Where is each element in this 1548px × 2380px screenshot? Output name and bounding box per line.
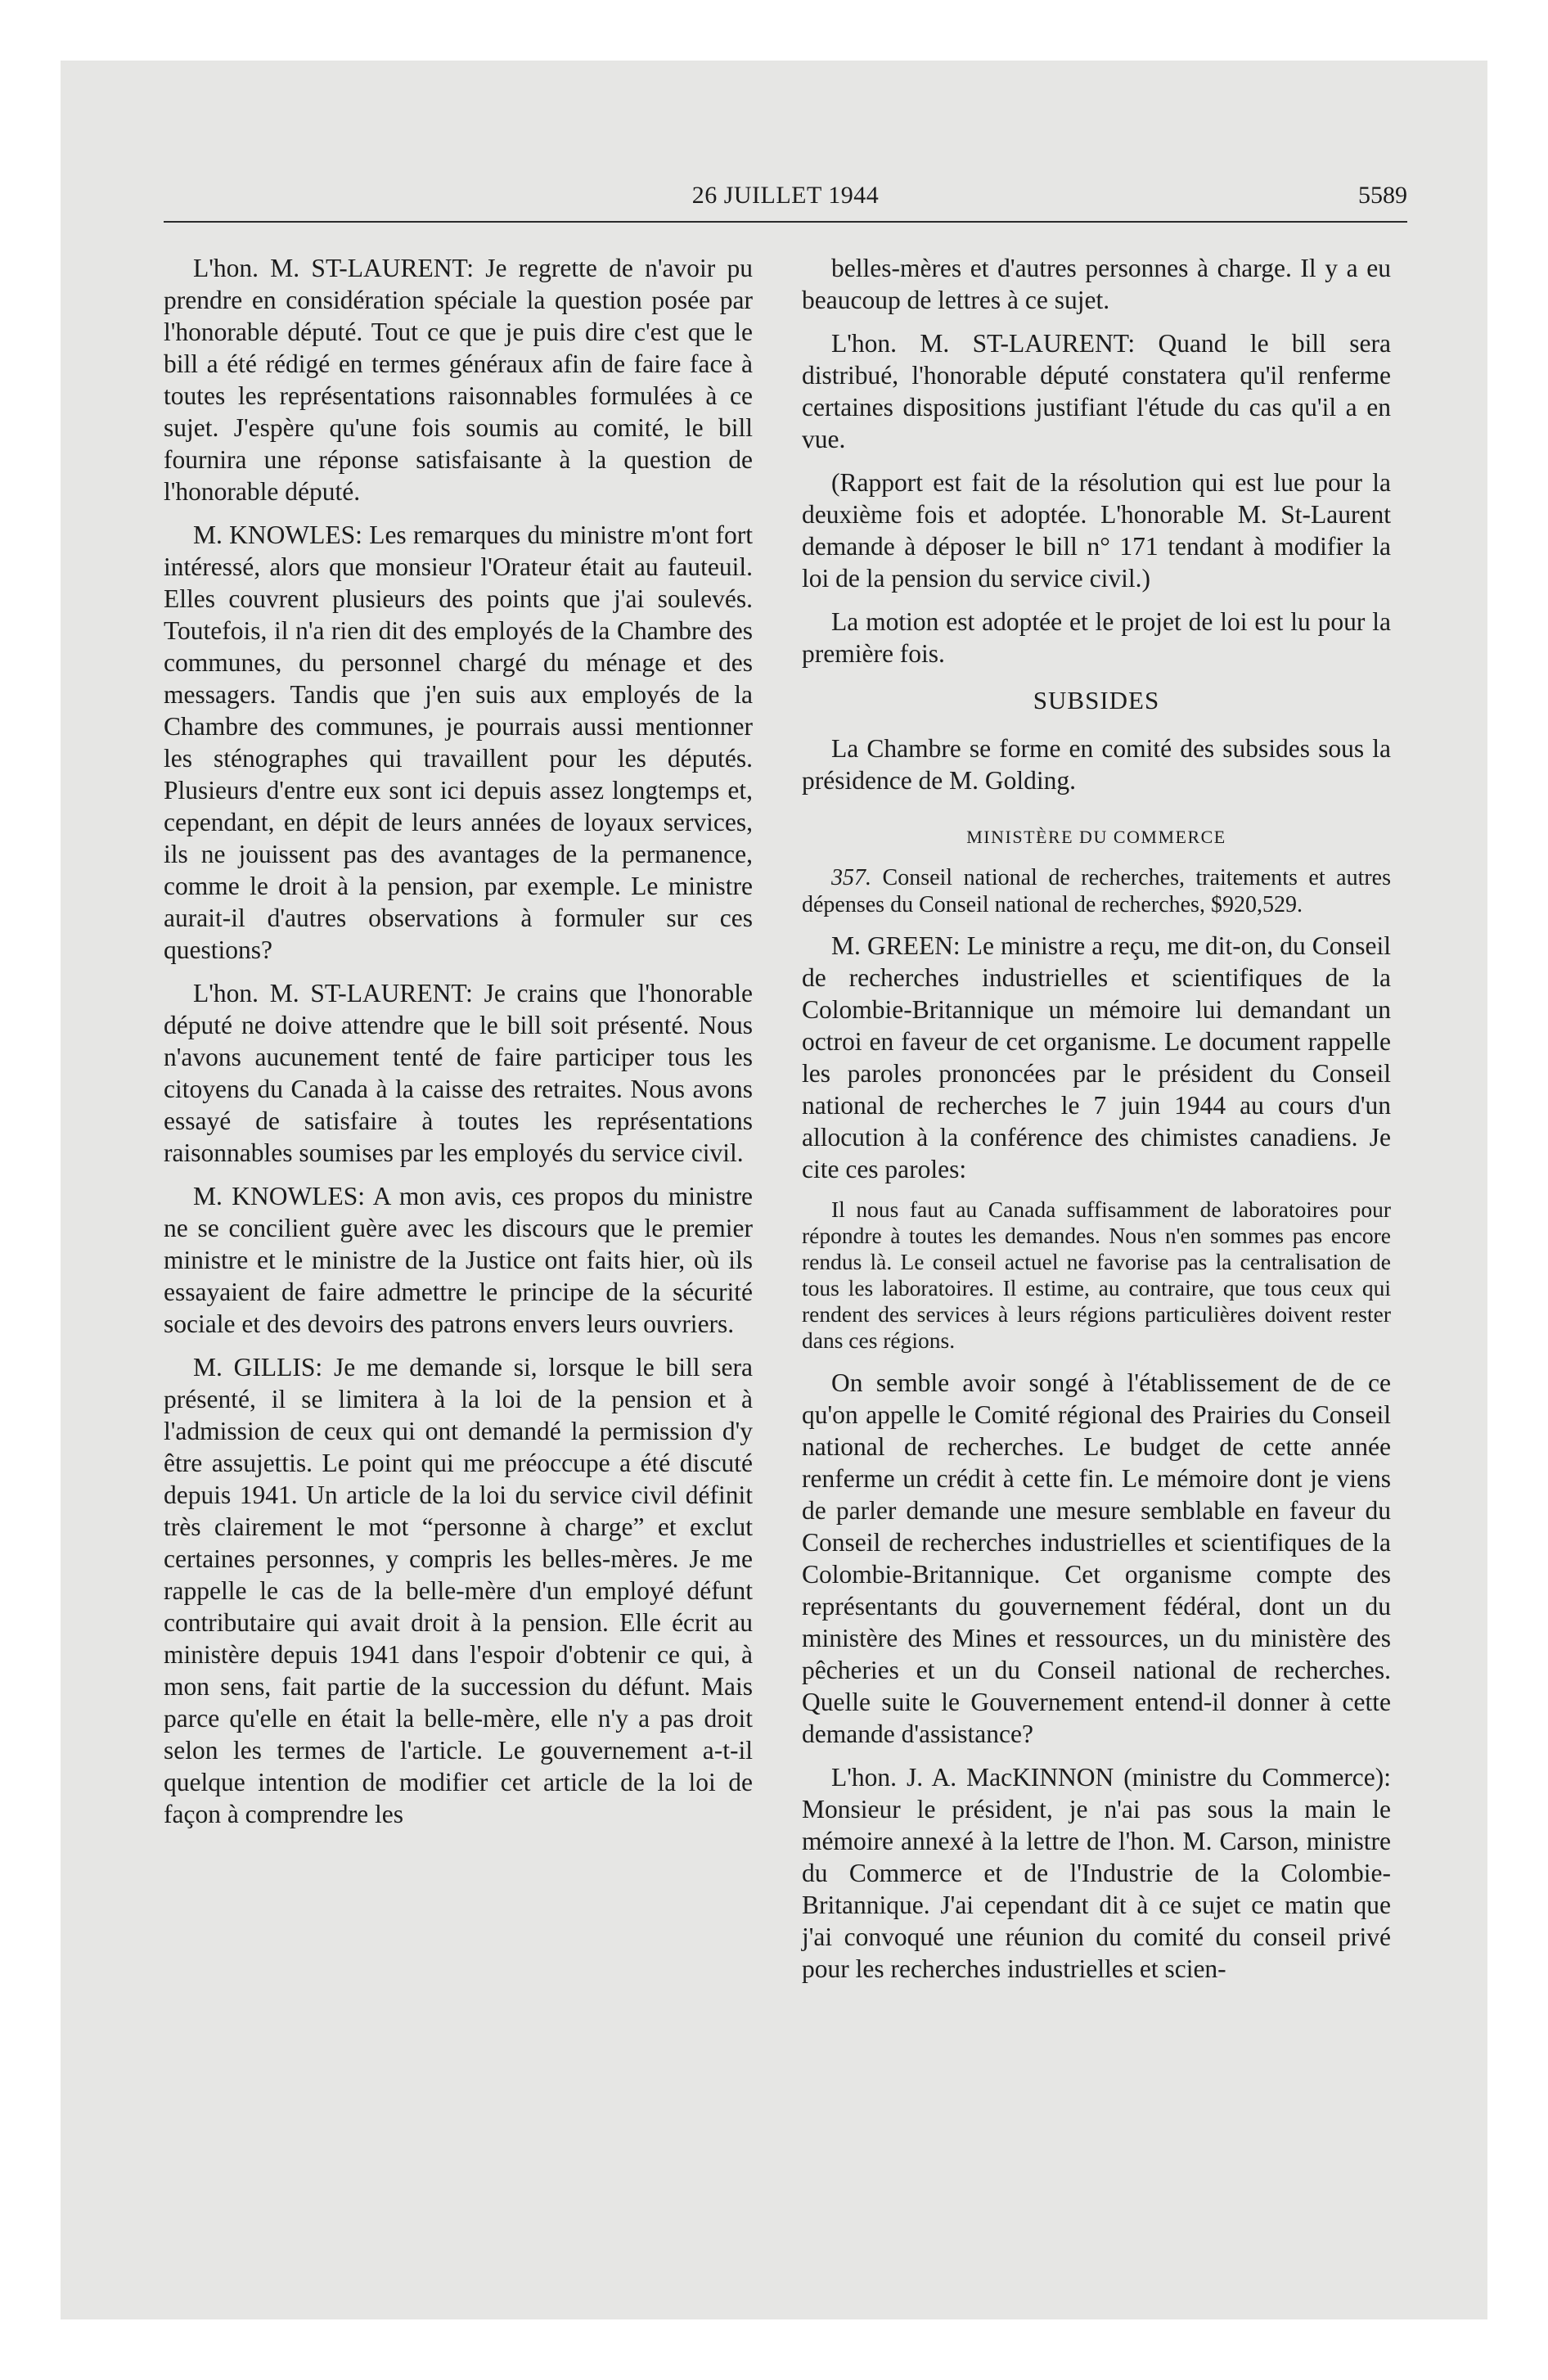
paragraph-continuation: belles-mères et d'autres personnes à charge. Il y a eu beaucoup de lettres à ce sujet. bbox=[802, 254, 1391, 314]
right-column bbox=[802, 252, 1391, 1996]
section-heading-subsides: SUBSIDES bbox=[1033, 686, 1160, 714]
page-date: 26 JUILLET 1944 bbox=[691, 182, 880, 209]
block-quote: Il nous faut au Canada suffisamment de laboratoires pour répondre à toutes les demandes. Nous n'en sommes pas encore rendus là. Le conseil actuel ne favorise pas la centralisation de tous les laboratoires. Il estime, au contraire, que tous ceux qui rendent des services à leurs régions particulières doivent rester dans ces régions. bbox=[802, 1197, 1391, 1353]
paragraph-gillis: M. GILLIS: Je me demande si, lorsque le bill sera présenté, il se limitera à la loi de la pension et à l'admission de ceux qui ont demandé la permission d'y être assujettis. Le point qui me préoccupe a été discuté depuis 1941. Un article de la loi du service civil définit très clairement le mot “personne à charge” et exclut certaines personnes, y compris les belles-mères. Je me rappelle le cas de la belle-mère d'un employé défunt contributaire qui avait droit à la pension. Elle écrit au ministère depuis 1941 dans l'espoir d'obtenir ce qui, à mon sens, fait partie de la succession du défunt. Mais parce qu'elle en était la belle-mère, elle n'y a pas droit selon les termes de l'article. Le gouvernement a-t-il quelque intention de modifier cet article de la loi de façon à comprendre les bbox=[164, 1353, 753, 1828]
budget-item bbox=[802, 864, 1391, 918]
section-subheading-ministere: MINISTÈRE DU COMMERCE bbox=[966, 827, 1226, 847]
paragraph-motion: La motion est adoptée et le projet de loi est lu pour la première fois. bbox=[802, 607, 1391, 668]
paragraph-comite-regional: On semble avoir songé à l'établissement de de ce qu'on appelle le Comité régional des Prairies du Conseil national de recherches. Le budget de cette année renferme un crédit à cette fin. Le mémoire dont je viens de parler demande une mesure semblable en faveur du Conseil de recherches industrielles et scientifiques de la Colombie-Britannique. Cet organisme compte des représentants du gouvernement fédéral, dont un du ministère des Mines et ressources, un du ministère des pêcheries et un du Conseil national de recherches. Quelle suite le Gouvernement entend-il donner à cette demande d'assistance? bbox=[802, 1368, 1391, 1748]
page-number: 5589 bbox=[1358, 182, 1407, 209]
paragraph-knowles-2: M. KNOWLES: A mon avis, ces propos du ministre ne se concilient guère avec les discours que le premier ministre et le ministre de la Justice ont faits hier, où ils essayaient de faire admettre le principe de la sécurité sociale et des devoirs des patrons envers leurs ouvriers. bbox=[164, 1182, 753, 1338]
page-header bbox=[164, 182, 1407, 219]
paragraph-green: M. GREEN: Le ministre a reçu, me dit-on, du Conseil de recherches industrielles et scientifiques de la Colombie-Britannique un mémoire lui demandant un octroi en faveur de cet organisme. Le document rappelle les paroles prononcées par le président du Conseil national de recherches le 7 juin 1944 au cours d'un allocution à la conférence des chimistes canadiens. Je cite ces paroles: bbox=[802, 931, 1391, 1183]
paragraph-knowles-1: M. KNOWLES: Les remarques du ministre m'ont fort intéressé, alors que monsieur l'Orateur était au fauteuil. Elles couvrent plusieurs des points que j'ai soulevés. Toutefois, il n'a rien dit des employés de la Chambre des communes, du personnel chargé du ménage et des messagers. Tandis que j'en suis aux employés de la Chambre des communes, je pourrais aussi mentionner les sténographes qui travaillent pour les députés. Plusieurs d'entre eux sont ici depuis assez longtemps et, cependant, en dépit de leurs années de loyaux services, ils ne jouissent pas des avantages de la permanence, comme le droit à la pension, par exemple. Le ministre aurait-il d'autres observations à formuler sur ces questions? bbox=[164, 521, 753, 964]
paragraph-st-laurent-1: L'hon. M. ST-LAURENT: Je regrette de n'avoir pu prendre en considération spéciale la question posée par l'honorable député. Tout ce que je puis dire c'est que le bill a été rédigé en termes généraux afin de faire face à toutes les représentations raisonnables formulées à ce sujet. J'espère qu'une fois soumis au comité, le bill fournira une réponse satisfaisante à la question de l'honorable député. bbox=[164, 254, 753, 506]
paragraph-st-laurent-3: L'hon. M. ST-LAURENT: Quand le bill sera distribué, l'honorable député constatera qu'il renferme certaines dispositions justifiant l'étude du cas qu'il a en vue. bbox=[802, 329, 1391, 453]
budget-item-text: Conseil national de recherches, traitements et autres dépenses du Conseil national de recherches, $920,529. bbox=[802, 865, 1392, 917]
paragraph-comite: La Chambre se forme en comité des subsides sous la présidence de M. Golding. bbox=[802, 734, 1391, 795]
paragraph-mackinnon: L'hon. J. A. MacKINNON (ministre du Commerce): Monsieur le président, je n'ai pas sous la main le mémoire annexé à la lettre de l'hon. M. Carson, ministre du Commerce et de l'Industrie de la Colombie-Britannique. J'ai cependant dit à ce sujet ce matin que j'ai convoqué une réunion du comité du conseil privé pour les recherches industrielles et scien- bbox=[802, 1763, 1391, 1983]
header-rule bbox=[164, 221, 1407, 223]
budget-item-number: 357. bbox=[831, 865, 871, 890]
paragraph-st-laurent-2: L'hon. M. ST-LAURENT: Je crains que l'honorable député ne doive attendre que le bill soit présenté. Nous n'avons aucunement tenté de faire participer tous les citoyens du Canada à la caisse des retraites. Nous avons essayé de satisfaire à toutes les représentations raisonnables soumises par les employés du service civil. bbox=[164, 979, 753, 1167]
left-column bbox=[164, 252, 753, 1841]
paragraph-rapport: (Rapport est fait de la résolution qui est lue pour la deuxième fois et adoptée. L'honorable M. St-Laurent demande à déposer le bill n° 171 tendant à modifier la loi de la pension du service civil.) bbox=[802, 468, 1391, 593]
